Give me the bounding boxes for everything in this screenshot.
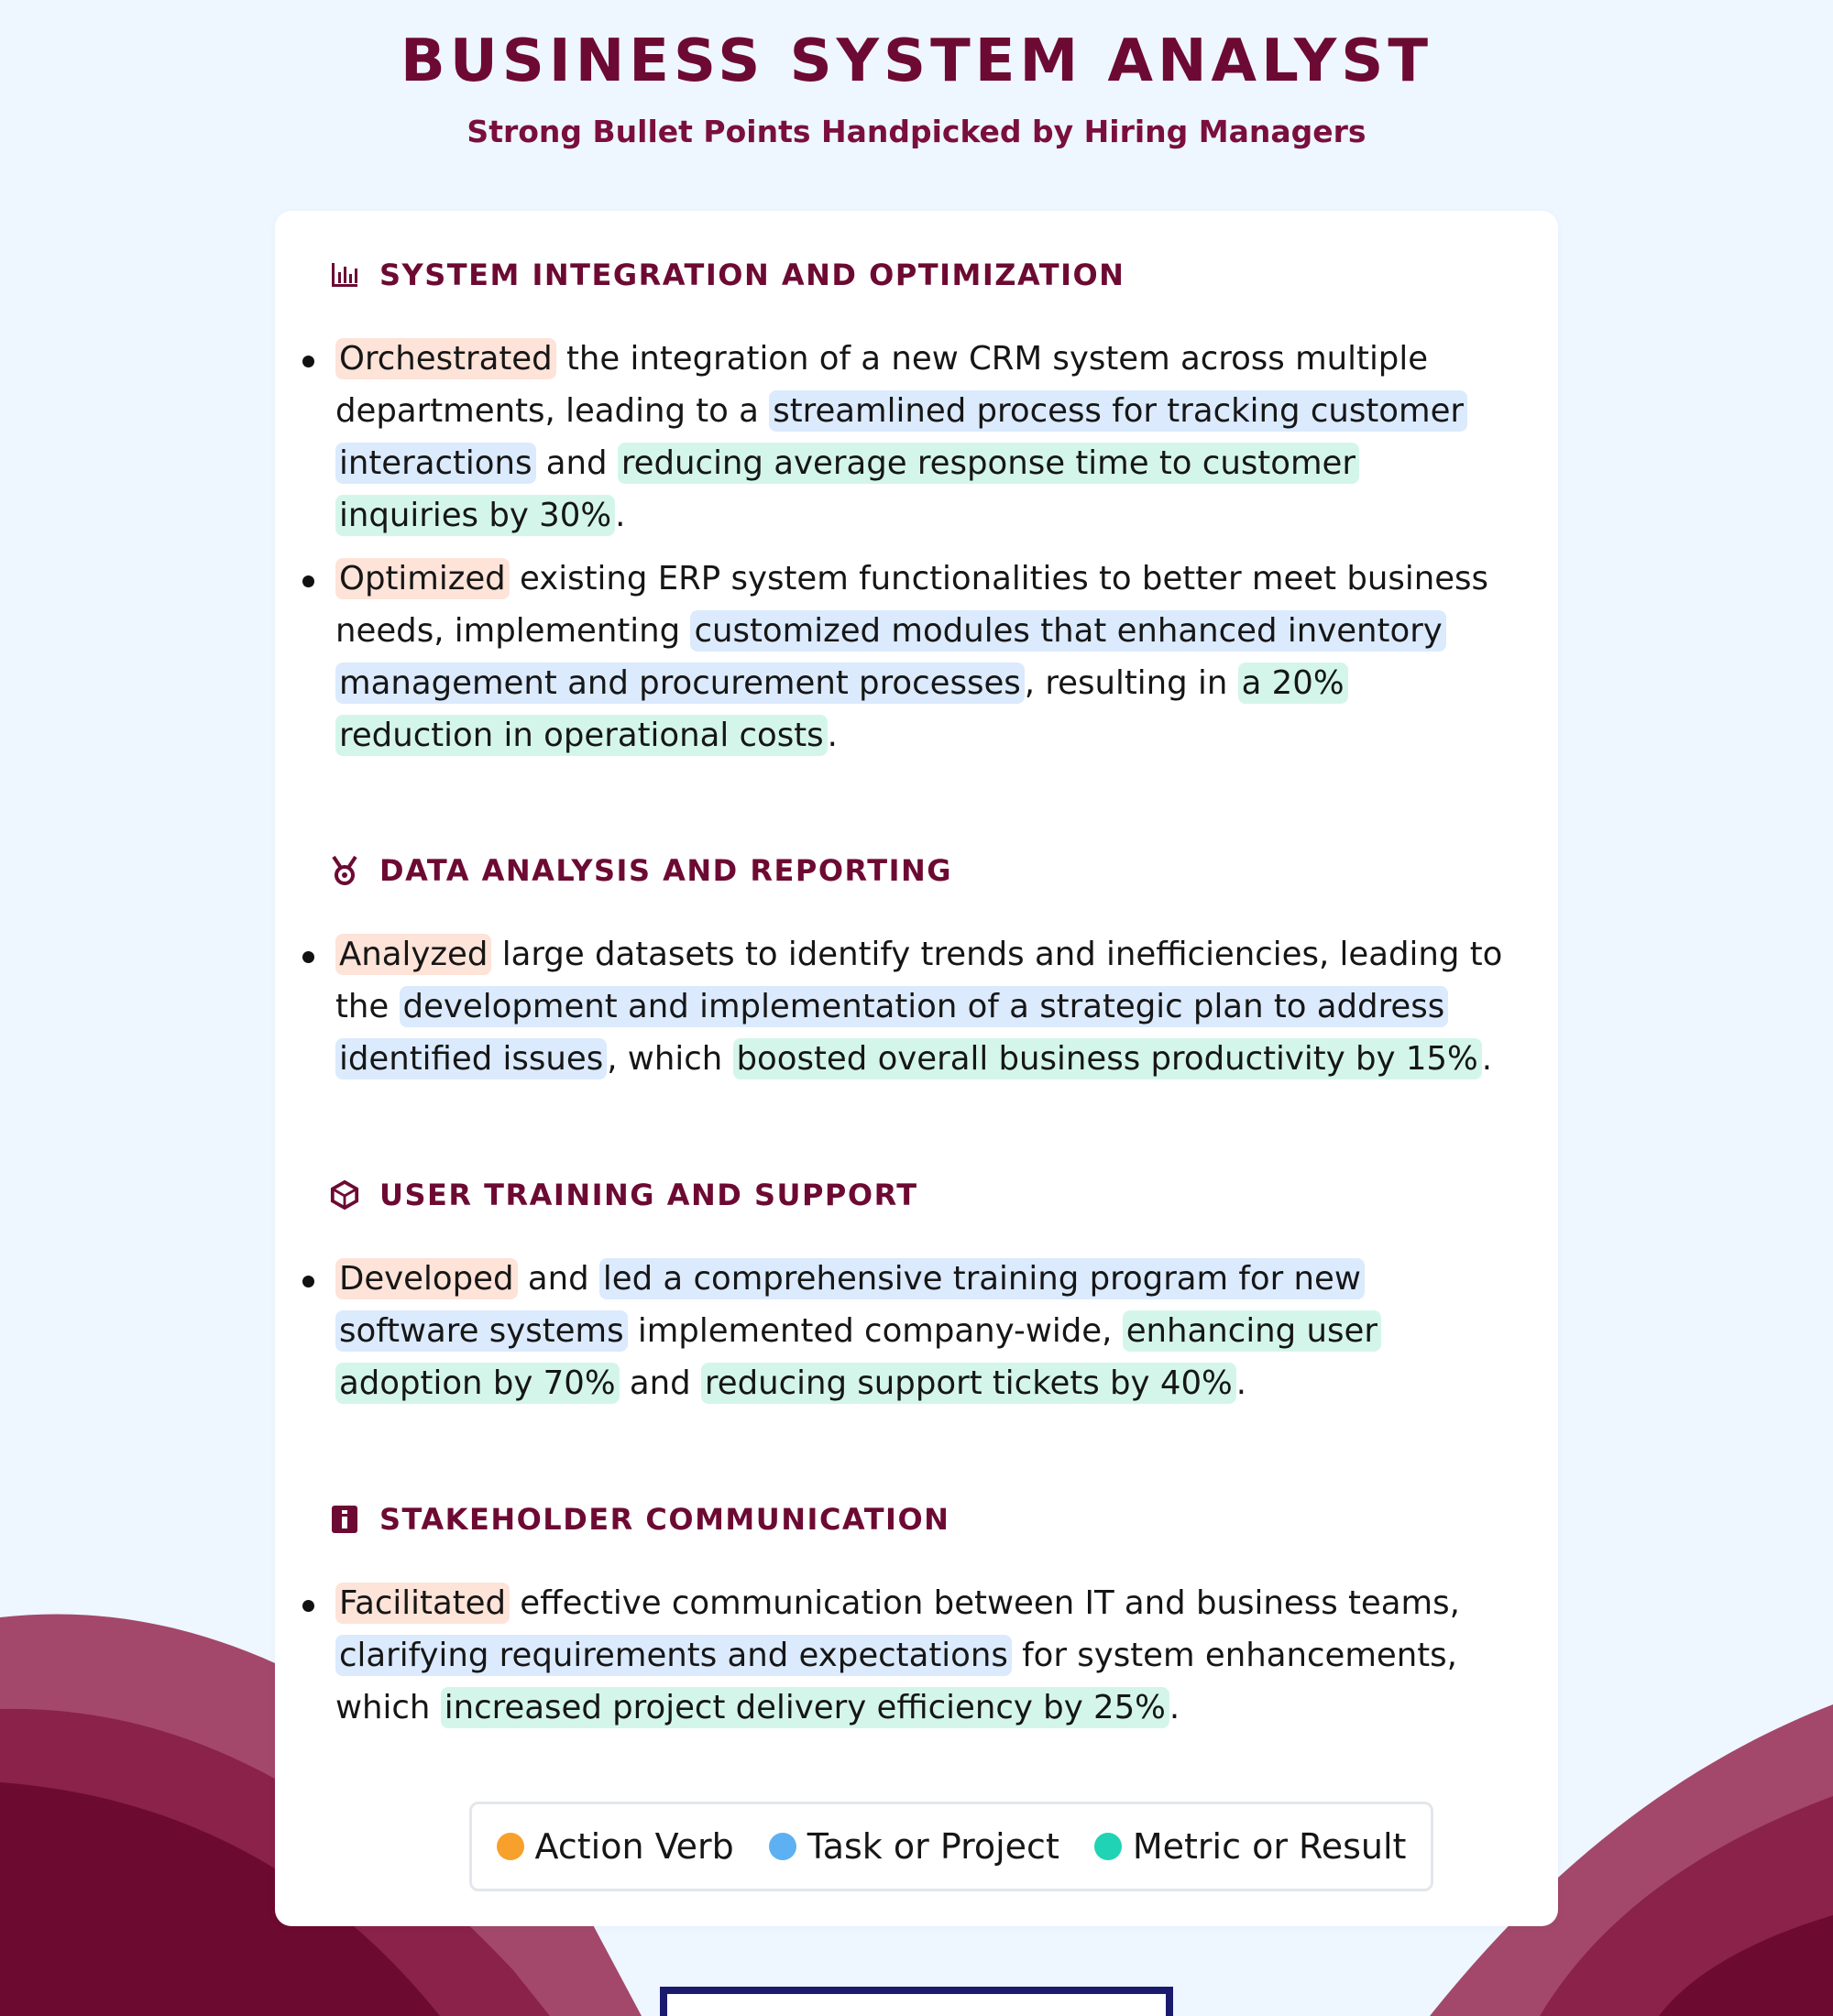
plain-text: . — [827, 717, 838, 754]
plain-text: effective communication between IT and business teams, — [510, 1584, 1460, 1622]
info-icon — [330, 1505, 359, 1534]
bottom-button-frame[interactable] — [660, 1987, 1173, 2016]
section-stakeholder-communication — [330, 1496, 1521, 1745]
action-verb-highlight: Facilitated — [335, 1583, 510, 1624]
section-header — [330, 1172, 1521, 1218]
header — [0, 27, 1833, 149]
section-title: DATA ANALYSIS AND REPORTING — [379, 853, 953, 888]
plain-text: . — [1235, 1364, 1247, 1402]
plain-text: . — [1481, 1040, 1493, 1078]
metric-highlight: boosted overall business productivity by 15% — [733, 1038, 1482, 1079]
plain-text: existing ERP system functionalities to better meet business needs, implementing — [335, 560, 1489, 650]
bullet-list — [330, 333, 1521, 761]
highlight-legend — [469, 1802, 1433, 1891]
plain-text: for system enhancements, which — [335, 1637, 1457, 1726]
plain-text: . — [615, 497, 626, 534]
plain-text: , resulting in — [1024, 664, 1238, 702]
section-data-analysis — [330, 848, 1521, 1096]
action-verb-highlight: Orchestrated — [335, 338, 556, 379]
bullet-item — [330, 333, 1503, 542]
plain-text: the integration of a new CRM system across multiple departments, leading to a — [335, 340, 1429, 430]
bullet-card — [275, 211, 1558, 1926]
legend-label: Metric or Result — [1132, 1826, 1407, 1867]
bullet-item — [330, 1253, 1503, 1409]
section-header — [330, 252, 1521, 298]
plain-text: implemented company-wide, — [627, 1312, 1123, 1350]
legend-label: Task or Project — [807, 1826, 1059, 1867]
plain-text: and — [619, 1364, 701, 1402]
metric-highlight: increased project delivery efficiency by 25% — [441, 1687, 1169, 1728]
task-highlight: customized modules that enhanced inventory management and procurement processes — [335, 610, 1446, 704]
bar-chart-icon — [330, 260, 359, 290]
legend-item-action — [497, 1826, 734, 1867]
orange-dot-icon — [497, 1833, 524, 1860]
metric-highlight: reducing support tickets by 40% — [701, 1363, 1236, 1404]
plain-text: , which — [607, 1040, 733, 1078]
section-system-integration — [330, 252, 1521, 772]
task-highlight: led a comprehensive training program for new software systems — [335, 1258, 1365, 1352]
bullet-item — [330, 1577, 1503, 1734]
metric-highlight: enhancing user adoption by 70% — [335, 1310, 1381, 1404]
page-title: BUSINESS SYSTEM ANALYST — [401, 27, 1432, 95]
cube-icon — [330, 1180, 359, 1210]
section-header — [330, 1496, 1521, 1542]
medal-icon — [330, 856, 359, 885]
plain-text: and — [517, 1260, 599, 1298]
action-verb-highlight: Analyzed — [335, 934, 491, 975]
metric-highlight: a 20% reduction in operational costs — [335, 663, 1348, 756]
section-title: SYSTEM INTEGRATION AND OPTIMIZATION — [379, 257, 1125, 292]
task-highlight: streamlined process for tracking customer interactions — [335, 390, 1467, 484]
metric-highlight: reducing average response time to customer inquiries by 30% — [335, 443, 1359, 536]
plain-text: large datasets to identify trends and inefficiencies, leading to the — [335, 936, 1503, 1025]
plain-text: . — [1169, 1689, 1180, 1726]
teal-dot-icon — [1094, 1833, 1122, 1860]
legend-item-task — [769, 1826, 1059, 1867]
bullet-item — [330, 553, 1503, 761]
bullet-item — [330, 928, 1503, 1085]
action-verb-highlight: Developed — [335, 1258, 518, 1299]
page-subtitle: Strong Bullet Points Handpicked by Hiring Managers — [466, 114, 1367, 149]
legend-item-metric — [1094, 1826, 1407, 1867]
bullet-list — [330, 1253, 1521, 1409]
bullet-list — [330, 928, 1521, 1085]
task-highlight: development and implementation of a strategic plan to address identified issues — [335, 986, 1448, 1079]
section-header — [330, 848, 1521, 893]
blue-dot-icon — [769, 1833, 796, 1860]
plain-text: and — [535, 444, 618, 482]
bullet-list — [330, 1577, 1521, 1734]
section-title: USER TRAINING AND SUPPORT — [379, 1178, 918, 1212]
section-title: STAKEHOLDER COMMUNICATION — [379, 1502, 950, 1537]
action-verb-highlight: Optimized — [335, 558, 510, 599]
task-highlight: clarifying requirements and expectations — [335, 1635, 1012, 1676]
section-user-training — [330, 1172, 1521, 1420]
legend-label: Action Verb — [534, 1826, 734, 1867]
